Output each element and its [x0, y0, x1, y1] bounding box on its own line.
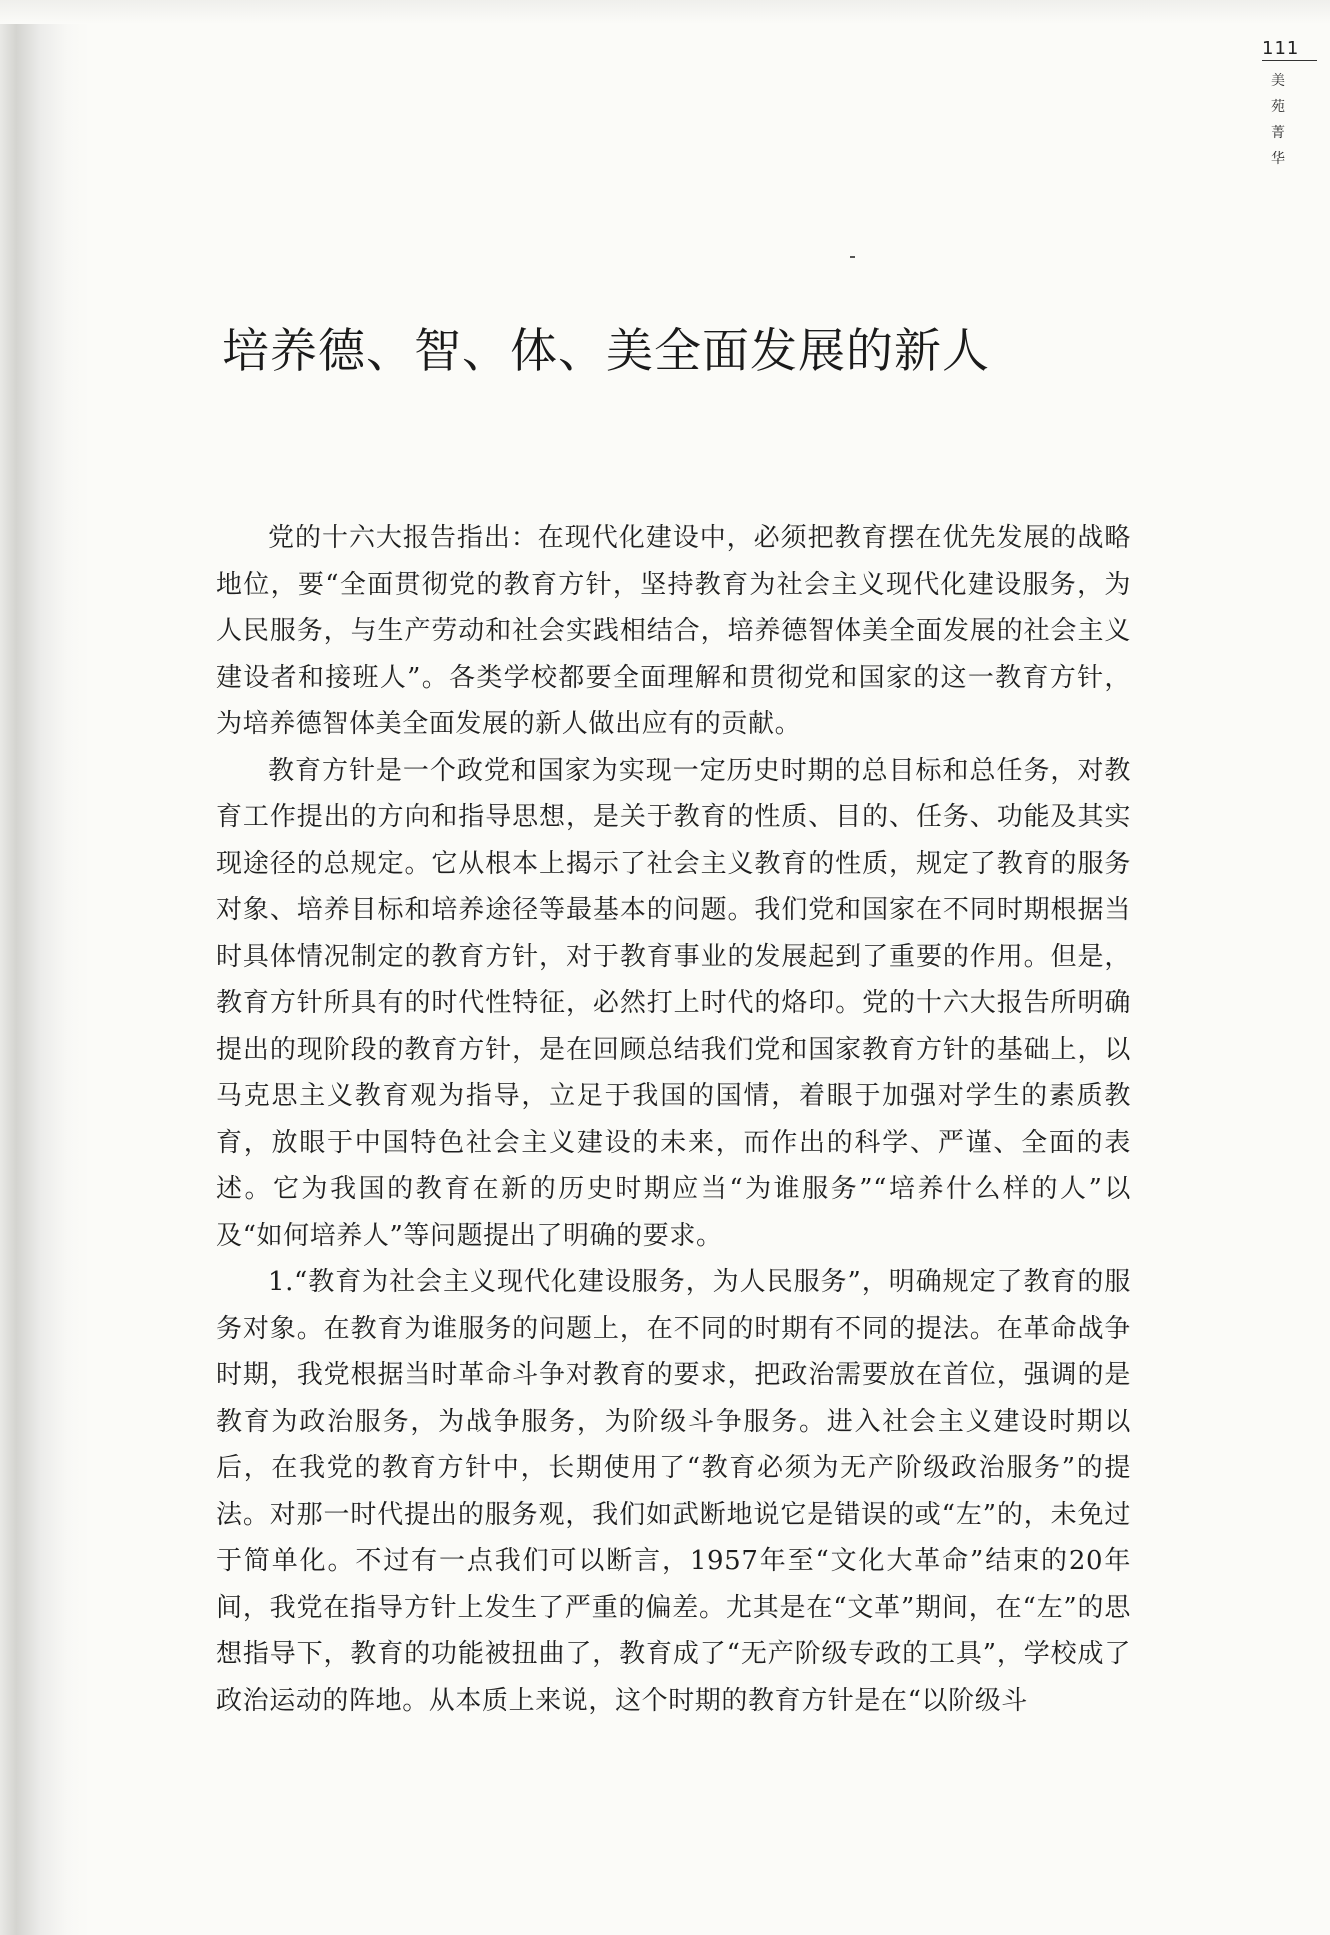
scan-speck	[850, 256, 855, 258]
section-char: 菁	[1271, 125, 1285, 141]
page-number: 111	[1262, 38, 1300, 59]
section-char: 华	[1271, 151, 1285, 167]
paragraph: 1.“教育为社会主义现代化建设服务，为人民服务”，明确规定了教育的服务对象。在教育为谁服务的问题上，在不同的时期有不同的提法。在革命战争时期，我党根据当时革命斗争对教育的要求，把政治需要放在首位，强调的是教育为政治服务，为战争服务，为阶级斗争服务。进入社会主义建设时期以后，在我党的教育方针中，长期使用了“教育必须为无产阶级政治服务”的提法。对那一时代提出的服务观，我们如武断地说它是错误的或“左”的，未免过于简单化。不过有一点我们可以断言，1957年至“文化大革命”结束的20年间，我党在指导方针上发生了严重的偏差。尤其是在“文革”期间，在“左”的思想指导下，教育的功能被扭曲了，教育成了“无产阶级专政的工具”，学校成了政治运动的阵地。从本质上来说，这个时期的教育方针是在“以阶级斗	[216, 1267, 1131, 1716]
header-rule	[1262, 60, 1317, 61]
section-char: 美	[1271, 73, 1285, 89]
article-body	[216, 515, 1131, 1724]
paragraph: 教育方针是一个政党和国家为实现一定历史时期的总目标和总任务，对教育工作提出的方向和指导思想，是关于教育的性质、目的、任务、功能及其实现途径的总规定。它从根本上揭示了社会主义教育的性质，规定了教育的服务对象、培养目标和培养途径等最基本的问题。我们党和国家在不同时期根据当时具体情况制定的教育方针，对于教育事业的发展起到了重要的作用。但是，教育方针所具有的时代性特征，必然打上时代的烙印。党的十六大报告所明确提出的现阶段的教育方针，是在回顾总结我们党和国家教育方针的基础上，以马克思主义教育观为指导，立足于我国的国情，着眼于加强对学生的素质教育，放眼于中国特色社会主义建设的未来，而作出的科学、严谨、全面的表述。它为我国的教育在新的历史时期应当“为谁服务”“培养什么样的人”以及“如何培养人”等问题提出了明确的要求。	[216, 755, 1131, 1251]
page-top-shadow	[0, 0, 1330, 24]
running-head	[1262, 38, 1322, 60]
section-name-vertical	[1268, 68, 1288, 172]
page-gutter-shadow	[0, 0, 90, 1935]
article-title: 培养德、智、体、美全面发展的新人	[222, 324, 990, 379]
paragraph: 党的十六大报告指出：在现代化建设中，必须把教育摆在优先发展的战略地位，要“全面贯彻党的教育方针，坚持教育为社会主义现代化建设服务，为人民服务，与生产劳动和社会实践相结合，培养德智体美全面发展的社会主义建设者和接班人”。各类学校都要全面理解和贯彻党和国家的这一教育方针，为培养德智体美全面发展的新人做出应有的贡献。	[216, 523, 1131, 739]
section-char: 苑	[1271, 99, 1285, 115]
